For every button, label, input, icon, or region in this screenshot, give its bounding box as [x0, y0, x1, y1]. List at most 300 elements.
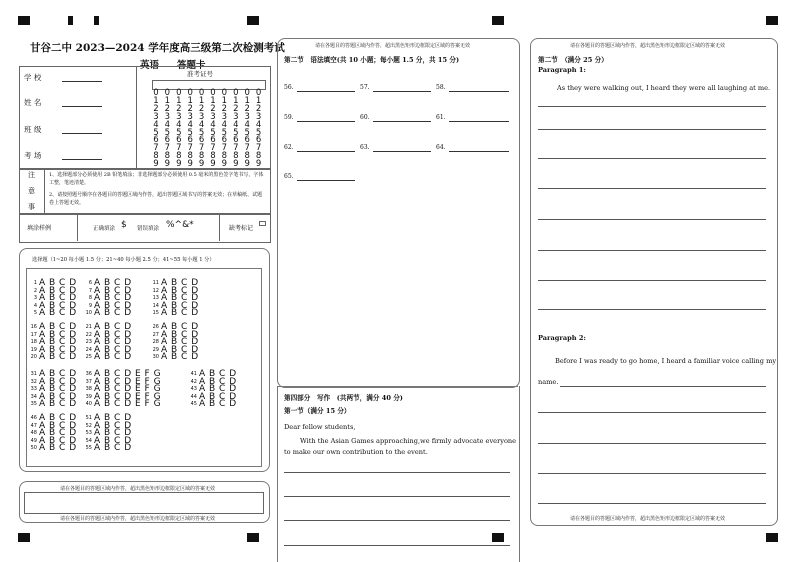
exam-digit-column[interactable] — [198, 90, 206, 169]
timing-mark — [68, 16, 73, 25]
exam-digit-bubble[interactable]: 1 — [244, 95, 250, 106]
exam-digit-bubble[interactable]: 8 — [176, 151, 182, 162]
exam-digit-bubble[interactable]: 2 — [198, 103, 205, 114]
blank-number: 60. — [360, 114, 370, 121]
question-number: 11 — [152, 280, 159, 286]
option-bubbles[interactable]: A B C D — [94, 352, 132, 363]
exam-digit-bubble[interactable]: 8 — [221, 151, 228, 162]
letter-greeting: Dear fellow students, — [284, 423, 356, 431]
question-number: 48 — [30, 430, 37, 437]
blank-answer-line[interactable] — [449, 151, 509, 152]
question-number: 43 — [190, 386, 197, 393]
exam-digit-bubble[interactable]: 5 — [210, 127, 216, 138]
exam-digit-bubble[interactable]: 6 — [187, 135, 193, 146]
field-room-input[interactable] — [62, 159, 102, 160]
choice-question-row[interactable] — [85, 444, 132, 453]
paragraph2-label: Paragraph 2: — [538, 334, 586, 342]
exam-digit-bubble[interactable]: 1 — [233, 95, 239, 106]
bottom-answer-area[interactable] — [24, 492, 264, 514]
letter-line-2: to make our own contribution to the event. — [284, 448, 428, 456]
option-bubbles[interactable]: A B C D — [94, 308, 132, 319]
blank-answer-line[interactable] — [297, 91, 355, 92]
exam-digit-bubble[interactable]: 8 — [210, 151, 216, 162]
question-number: 4 — [33, 302, 37, 309]
exam-digit-bubble[interactable]: 7 — [153, 143, 159, 154]
exam-digit-bubble[interactable]: 8 — [153, 151, 159, 162]
exam-digit-bubble[interactable]: 0 — [187, 88, 193, 98]
exam-digit-bubble[interactable]: 7 — [176, 143, 182, 154]
blank-answer-line[interactable] — [373, 151, 431, 152]
option-bubbles[interactable]: A B C D — [94, 413, 132, 423]
exam-digit-bubble[interactable]: 6 — [198, 135, 205, 146]
option-bubbles[interactable]: A B C D — [39, 391, 77, 402]
option-bubbles[interactable]: A B C D — [39, 376, 77, 387]
exam-digit-bubble[interactable]: 0 — [233, 88, 239, 98]
question-number: 41 — [190, 371, 197, 377]
boundary-note: 请在各题目的答题区域内作答，超出黑色矩形边框限定区域的答案无效 — [60, 486, 216, 492]
exam-digit-bubble[interactable]: 1 — [153, 95, 159, 106]
writing-line[interactable] — [538, 443, 766, 444]
exam-digit-bubble[interactable]: 8 — [233, 151, 239, 162]
exam-digit-bubble[interactable]: 0 — [221, 88, 228, 98]
boundary-note: 请在各题目的答题区域内作答，超出黑色矩形边框限定区域的答案无效 — [570, 43, 726, 49]
option-bubbles[interactable]: A B C D — [39, 352, 77, 363]
question-number: 12 — [152, 287, 159, 294]
question-number: 39 — [85, 393, 92, 400]
writing-line[interactable] — [538, 158, 766, 159]
choice-question-row[interactable] — [30, 444, 77, 453]
exam-digit-bubble[interactable]: 5 — [255, 127, 262, 138]
exam-digit-bubble[interactable]: 4 — [164, 119, 171, 130]
paragraph2-text-2: name. — [538, 378, 559, 386]
question-number: 27 — [152, 331, 159, 338]
blank-number: 56. — [284, 84, 294, 91]
wrong-fill-mark: %^&* — [166, 220, 194, 230]
timing-mark — [492, 16, 504, 25]
exam-digit-bubble[interactable]: 5 — [198, 127, 205, 138]
option-bubbles[interactable]: A B C D — [94, 420, 132, 431]
option-bubbles[interactable]: A B C D — [39, 308, 77, 319]
option-bubbles[interactable]: A B C D E F G — [94, 376, 162, 387]
exam-digit-bubble[interactable]: 9 — [233, 159, 239, 170]
question-number: 8 — [88, 295, 92, 302]
question-number: 30 — [152, 354, 159, 361]
exam-digit-bubble[interactable]: 5 — [244, 127, 250, 138]
field-class-label: 班 级 — [24, 125, 42, 134]
exam-digit-bubble[interactable]: 2 — [187, 103, 193, 114]
part4-title: 第四部分 写作 (共两节，满分 40 分) — [284, 394, 403, 402]
option-bubbles[interactable]: A B C D — [94, 337, 132, 348]
exam-digit-bubble[interactable]: 9 — [198, 159, 205, 170]
exam-number-bubble-grid[interactable] — [152, 90, 266, 168]
exam-digit-bubble[interactable]: 8 — [198, 151, 205, 162]
option-bubbles[interactable]: A B C D — [39, 369, 77, 379]
notice-line-2: 2、请按照题号顺序在各题目的答题区域内作答，超出答题区域书写的答案无效；在草稿纸、试题卷上答题无效。 — [49, 192, 263, 206]
exam-digit-bubble[interactable]: 0 — [164, 88, 171, 98]
exam-digit-bubble[interactable]: 8 — [244, 151, 250, 162]
exam-digit-bubble[interactable]: 7 — [164, 143, 171, 154]
field-name-input[interactable] — [62, 106, 102, 107]
fill-example-divider — [219, 213, 220, 241]
exam-digit-bubble[interactable]: 3 — [221, 111, 228, 122]
question-number: 18 — [30, 339, 37, 346]
option-bubbles[interactable]: A B C D — [39, 420, 77, 431]
part4-section1: 第一节（满分 15 分） — [284, 407, 351, 415]
option-bubbles[interactable]: A B C D — [161, 278, 199, 288]
notice-label-2: 意 — [28, 187, 35, 195]
exam-digit-bubble[interactable]: 4 — [233, 119, 239, 130]
option-bubbles[interactable]: A B C D — [39, 413, 77, 423]
continuation-title: 第二节 （满分 25 分） — [538, 56, 608, 64]
blank-answer-line[interactable] — [373, 91, 431, 92]
exam-digit-bubble[interactable]: 8 — [164, 151, 171, 162]
paragraph2-text-1: Before I was ready to go home, I heard a familiar voice calling my — [555, 357, 777, 365]
option-bubbles[interactable]: A B C D — [94, 293, 132, 304]
writing-line[interactable] — [538, 503, 766, 504]
exam-digit-bubble[interactable]: 3 — [176, 111, 182, 122]
choice-question-row[interactable] — [152, 309, 199, 318]
blank-number: 62. — [284, 144, 294, 151]
exam-digit-column[interactable] — [175, 90, 183, 169]
question-number: 49 — [30, 437, 37, 444]
writing-line[interactable] — [538, 309, 766, 310]
option-bubbles[interactable]: A B C D — [39, 300, 77, 311]
exam-digit-bubble[interactable]: 1 — [198, 95, 205, 106]
option-bubbles[interactable]: A B C D — [39, 278, 77, 288]
blank-number: 59. — [284, 114, 294, 121]
question-number: 19 — [30, 346, 37, 353]
blank-answer-line[interactable] — [373, 121, 431, 122]
letter-line-1: With the Asian Games approaching,we firmly advocate everyone — [300, 437, 517, 445]
exam-digit-bubble[interactable]: 9 — [221, 159, 228, 170]
option-bubbles[interactable]: A B C D — [94, 344, 132, 355]
exam-digit-bubble[interactable]: 3 — [255, 111, 262, 122]
exam-digit-bubble[interactable]: 7 — [210, 143, 216, 154]
option-bubbles[interactable]: A B C D — [161, 352, 199, 363]
question-number: 46 — [30, 415, 37, 421]
choice-question-row[interactable] — [30, 400, 77, 409]
question-number: 52 — [85, 422, 92, 429]
blank-answer-line[interactable] — [297, 121, 355, 122]
exam-number-label: 准考证号 — [187, 70, 213, 78]
exam-digit-bubble[interactable]: 4 — [153, 119, 159, 130]
writing-line[interactable] — [538, 280, 766, 281]
option-bubbles[interactable]: A B C D — [94, 435, 132, 446]
choice-question-row[interactable] — [190, 400, 237, 409]
section2-title: 第二节 语法填空(共 10 小题；每小题 1.5 分，共 15 分) — [284, 56, 460, 64]
question-number: 38 — [85, 386, 92, 393]
option-bubbles[interactable]: A B C D — [161, 308, 199, 319]
question-number: 10 — [85, 310, 92, 317]
option-bubbles[interactable]: A B C D — [94, 300, 132, 311]
writing-line[interactable] — [538, 473, 766, 474]
blank-number: 58. — [436, 84, 446, 91]
question-number: 23 — [85, 339, 92, 346]
subject-label: 英语 — [140, 60, 160, 71]
writing-line[interactable] — [538, 188, 766, 189]
exam-digit-column[interactable] — [209, 90, 217, 169]
exam-digit-bubble[interactable]: 4 — [244, 119, 250, 130]
exam-digit-bubble[interactable]: 6 — [255, 135, 262, 146]
choice-question-row[interactable] — [85, 309, 132, 318]
exam-digit-bubble[interactable]: 3 — [164, 111, 171, 122]
exam-digit-bubble[interactable]: 7 — [244, 143, 250, 154]
exam-digit-bubble[interactable]: 5 — [176, 127, 182, 138]
question-number: 22 — [85, 331, 92, 338]
absent-mark-checkbox[interactable] — [259, 221, 266, 226]
exam-digit-bubble[interactable]: 8 — [255, 151, 262, 162]
choice-question-row[interactable] — [152, 353, 199, 362]
blank-number: 65. — [284, 173, 294, 180]
correct-fill-label: 正确填涂 — [93, 226, 116, 232]
exam-digit-bubble[interactable]: 6 — [221, 135, 228, 146]
question-number: 14 — [152, 302, 159, 309]
fill-example-label: 填涂样例 — [27, 225, 52, 232]
option-bubbles[interactable]: A B C D E F G — [94, 369, 162, 379]
exam-digit-column[interactable] — [243, 90, 251, 169]
boundary-note: 请在各题目的答题区域内作答，超出黑色矩形边框限定区域的答案无效 — [315, 43, 471, 49]
exam-digit-bubble[interactable]: 0 — [198, 88, 205, 98]
option-bubbles[interactable]: A B C D E F G — [94, 391, 162, 402]
blank-answer-line[interactable] — [449, 91, 509, 92]
question-number: 31 — [30, 371, 37, 377]
option-bubbles[interactable]: A B C D — [94, 329, 132, 340]
notice-line-1: 1、选择题部分必须使用 2B 铅笔填涂；非选择题部分必须使用 0.5 毫米的黑色签字笔书写，字体工整，笔迹清楚。 — [49, 172, 264, 186]
question-number: 35 — [30, 401, 37, 408]
question-number: 51 — [85, 415, 92, 421]
option-bubbles[interactable]: A B C D — [39, 384, 77, 395]
question-number: 53 — [85, 430, 92, 437]
question-number: 15 — [152, 310, 159, 317]
question-number: 1 — [33, 280, 37, 286]
exam-digit-bubble[interactable]: 9 — [255, 159, 262, 170]
exam-digit-bubble[interactable]: 2 — [176, 103, 182, 114]
option-bubbles[interactable]: A B C D — [199, 376, 237, 387]
option-bubbles[interactable]: A B C D — [94, 278, 132, 288]
exam-digit-bubble[interactable]: 0 — [244, 88, 250, 98]
exam-digit-bubble[interactable]: 3 — [233, 111, 239, 122]
exam-digit-column[interactable] — [220, 90, 228, 169]
correct-fill-mark: $ — [121, 220, 127, 230]
exam-digit-bubble[interactable]: 3 — [244, 111, 250, 122]
exam-digit-bubble[interactable]: 7 — [198, 143, 205, 154]
exam-digit-bubble[interactable]: 1 — [221, 95, 228, 106]
exam-digit-bubble[interactable]: 6 — [153, 135, 159, 146]
exam-digit-bubble[interactable]: 8 — [187, 151, 193, 162]
exam-digit-bubble[interactable]: 9 — [153, 159, 159, 170]
option-bubbles[interactable]: A B C D — [94, 322, 132, 332]
exam-digit-column[interactable] — [232, 90, 240, 169]
exam-digit-bubble[interactable]: 1 — [164, 95, 171, 106]
question-number: 42 — [190, 378, 197, 385]
choice-question-row[interactable] — [30, 353, 77, 362]
option-bubbles[interactable]: A B C D — [161, 285, 199, 296]
option-bubbles[interactable]: A B C D — [39, 443, 77, 454]
option-bubbles[interactable]: A B C D — [39, 428, 77, 439]
exam-digit-bubble[interactable]: 1 — [187, 95, 193, 106]
option-bubbles[interactable]: A B C D — [39, 344, 77, 355]
notice-divider — [44, 168, 45, 213]
option-bubbles[interactable]: A B C D — [39, 322, 77, 332]
exam-digit-bubble[interactable]: 2 — [210, 103, 216, 114]
exam-digit-bubble[interactable]: 9 — [187, 159, 193, 170]
writing-line[interactable] — [560, 386, 766, 387]
option-bubbles[interactable]: A B C D — [199, 369, 237, 379]
question-number: 26 — [152, 324, 159, 330]
field-class-input[interactable] — [62, 133, 102, 134]
exam-digit-bubble[interactable]: 6 — [176, 135, 182, 146]
exam-digit-bubble[interactable]: 7 — [233, 143, 239, 154]
exam-digit-bubble[interactable]: 2 — [221, 103, 228, 114]
question-number: 21 — [85, 324, 92, 330]
option-bubbles[interactable]: A B C D — [94, 428, 132, 439]
option-bubbles[interactable]: A B C D — [161, 293, 199, 304]
question-number: 45 — [190, 401, 197, 408]
writing-line[interactable] — [538, 129, 766, 130]
option-bubbles[interactable]: A B C D — [39, 435, 77, 446]
blank-number: 57. — [360, 84, 370, 91]
exam-digit-bubble[interactable]: 0 — [255, 88, 262, 98]
option-bubbles[interactable]: A B C D — [161, 322, 199, 332]
option-bubbles[interactable]: A B C D — [39, 285, 77, 296]
question-number: 25 — [85, 354, 92, 361]
exam-digit-column[interactable] — [152, 90, 160, 169]
exam-digit-bubble[interactable]: 6 — [233, 135, 239, 146]
option-bubbles[interactable]: A B C D — [39, 329, 77, 340]
blank-number: 63. — [360, 144, 370, 151]
option-bubbles[interactable]: A B C D — [161, 344, 199, 355]
exam-digit-bubble[interactable]: 6 — [244, 135, 250, 146]
writing-line[interactable] — [538, 219, 766, 220]
option-bubbles[interactable]: A B C D — [161, 337, 199, 348]
option-bubbles[interactable]: A B C D — [199, 384, 237, 395]
exam-digit-bubble[interactable]: 5 — [187, 127, 193, 138]
question-number: 6 — [88, 280, 92, 286]
option-bubbles[interactable]: A B C D — [39, 337, 77, 348]
writing-line[interactable] — [538, 412, 766, 413]
timing-mark — [18, 533, 30, 542]
exam-digit-bubble[interactable]: 4 — [255, 119, 262, 130]
exam-digit-bubble[interactable]: 1 — [210, 95, 216, 106]
exam-digit-bubble[interactable]: 2 — [244, 103, 250, 114]
exam-digit-bubble[interactable]: 0 — [176, 88, 182, 98]
field-room-label: 考 场 — [24, 151, 42, 160]
exam-digit-bubble[interactable]: 3 — [187, 111, 193, 122]
exam-digit-bubble[interactable]: 3 — [198, 111, 205, 122]
blank-answer-line[interactable] — [297, 151, 355, 152]
question-number: 36 — [85, 371, 92, 377]
timing-mark — [766, 16, 778, 25]
boundary-note: 请在各题目的答题区域内作答，超出黑色矩形边框限定区域的答案无效 — [570, 516, 726, 522]
timing-mark — [247, 16, 259, 25]
choice-question-row[interactable] — [30, 309, 77, 318]
exam-digit-bubble[interactable]: 0 — [153, 88, 159, 98]
question-number: 29 — [152, 346, 159, 353]
exam-digit-bubble[interactable]: 3 — [210, 111, 216, 122]
exam-digit-bubble[interactable]: 2 — [255, 103, 262, 114]
choice-header: 选择题（1~20 每小题 1.5 分；21~40 每小题 2.5 分；41~55 每小题 1 分） — [32, 257, 215, 263]
exam-digit-column[interactable] — [163, 90, 171, 169]
choice-question-row[interactable] — [85, 400, 161, 409]
paragraph1-text: As they were walking out, I heard they were all laughing at me. — [557, 84, 771, 92]
exam-digit-bubble[interactable]: 9 — [210, 159, 216, 170]
paragraph1-label: Paragraph 1: — [538, 66, 586, 74]
exam-digit-bubble[interactable]: 4 — [176, 119, 182, 130]
exam-digit-bubble[interactable]: 1 — [255, 95, 262, 106]
option-bubbles[interactable]: A B C D — [199, 391, 237, 402]
choice-question-row[interactable] — [85, 353, 132, 362]
exam-digit-bubble[interactable]: 2 — [233, 103, 239, 114]
option-bubbles[interactable]: A B C D — [199, 399, 237, 410]
option-bubbles[interactable]: A B C D — [94, 285, 132, 296]
timing-mark — [247, 533, 259, 542]
exam-digit-bubble[interactable]: 4 — [210, 119, 216, 130]
exam-digit-bubble[interactable]: 5 — [164, 127, 171, 138]
option-bubbles[interactable]: A B C D — [161, 300, 199, 311]
question-number: 34 — [30, 393, 37, 400]
blank-answer-line[interactable] — [449, 121, 509, 122]
option-bubbles[interactable]: A B C D E F G — [94, 384, 162, 395]
option-bubbles[interactable]: A B C D — [39, 399, 77, 410]
exam-digit-column[interactable] — [255, 90, 263, 169]
option-bubbles[interactable]: A B C D E F G — [94, 399, 162, 410]
exam-digit-bubble[interactable]: 6 — [210, 135, 216, 146]
continuation-panel — [530, 38, 778, 526]
timing-mark — [18, 16, 30, 25]
writing-panel-border — [277, 386, 520, 562]
exam-digit-bubble[interactable]: 4 — [198, 119, 205, 130]
notice-label-1: 注 — [28, 171, 35, 179]
exam-digit-bubble[interactable]: 4 — [221, 119, 228, 130]
exam-digit-bubble[interactable]: 6 — [164, 135, 171, 146]
question-number: 47 — [30, 422, 37, 429]
exam-digit-bubble[interactable]: 5 — [233, 127, 239, 138]
question-number: 55 — [85, 445, 92, 452]
exam-digit-bubble[interactable]: 7 — [221, 143, 228, 154]
card-label: 答题卡 — [177, 60, 206, 71]
option-bubbles[interactable]: A B C D — [94, 443, 132, 454]
writing-line[interactable] — [538, 106, 766, 107]
option-bubbles[interactable]: A B C D — [161, 329, 199, 340]
exam-digit-bubble[interactable]: 5 — [221, 127, 228, 138]
question-number: 28 — [152, 339, 159, 346]
blank-answer-line[interactable] — [297, 180, 355, 181]
exam-digit-bubble[interactable]: 9 — [244, 159, 250, 170]
blank-number: 61. — [436, 114, 446, 121]
exam-digit-column[interactable] — [186, 90, 194, 169]
question-number: 5 — [33, 310, 37, 317]
exam-digit-bubble[interactable]: 9 — [164, 159, 171, 170]
exam-digit-bubble[interactable]: 7 — [187, 143, 193, 154]
exam-digit-bubble[interactable]: 1 — [176, 95, 182, 106]
exam-digit-bubble[interactable]: 0 — [210, 88, 216, 98]
exam-digit-bubble[interactable]: 7 — [255, 143, 262, 154]
exam-digit-bubble[interactable]: 9 — [176, 159, 182, 170]
exam-digit-bubble[interactable]: 5 — [153, 127, 159, 138]
timing-mark — [94, 16, 99, 25]
question-number: 24 — [85, 346, 92, 353]
question-number: 3 — [33, 295, 37, 302]
option-bubbles[interactable]: A B C D — [39, 293, 77, 304]
field-school-input[interactable] — [62, 81, 102, 82]
writing-line[interactable] — [538, 250, 766, 251]
info-divider — [136, 66, 137, 168]
timing-mark — [766, 533, 778, 542]
exam-digit-bubble[interactable]: 2 — [153, 103, 159, 114]
exam-digit-bubble[interactable]: 2 — [164, 103, 171, 114]
exam-digit-bubble[interactable]: 4 — [187, 119, 193, 130]
exam-digit-bubble[interactable]: 3 — [153, 111, 159, 122]
